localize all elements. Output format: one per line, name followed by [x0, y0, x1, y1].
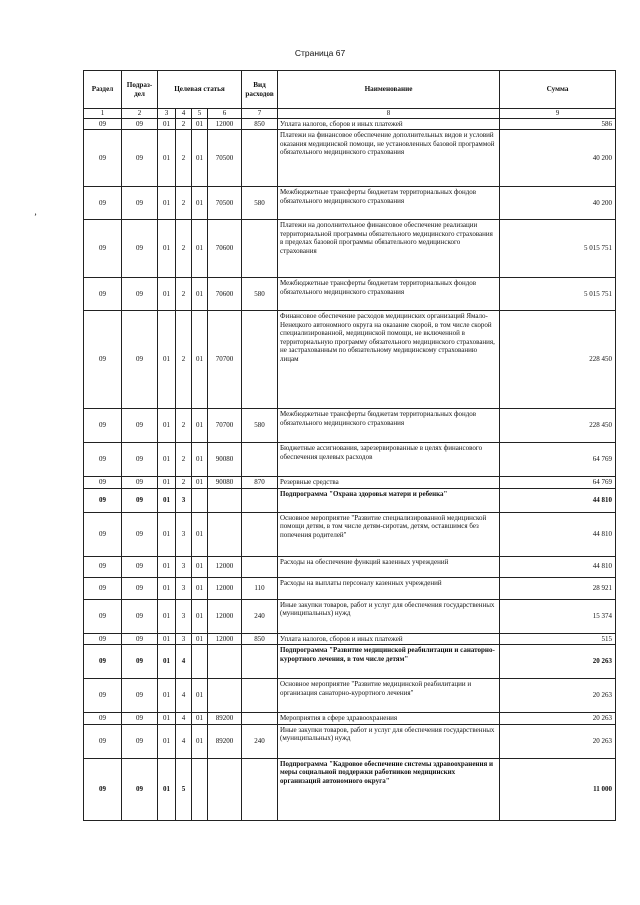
direction-code-cell: 12000 — [208, 633, 242, 645]
section-cell: 09 — [84, 645, 122, 679]
subsection-cell: 09 — [122, 633, 158, 645]
item-name-cell: Подпрограмма "Кадровое обеспечение системы здравоохранения и меры социальной поддержки работников медицинских организаций автономного округа" — [278, 758, 500, 820]
subprogram-code-cell: 2 — [176, 187, 192, 220]
expense-type-cell: 850 — [242, 118, 278, 130]
sum-cell: 5 015 751 — [500, 220, 616, 278]
program-code-cell: 01 — [158, 220, 176, 278]
program-code-cell: 01 — [158, 724, 176, 758]
event-code-cell — [192, 645, 208, 679]
sum-cell: 40 200 — [500, 130, 616, 187]
direction-code-cell — [208, 488, 242, 512]
subprogram-code-cell: 2 — [176, 443, 192, 477]
table-row — [84, 713, 616, 725]
item-name-cell: Основное мероприятие "Развитие медицинской реабилитации и организация санаторно-курортного лечения" — [278, 679, 500, 713]
program-code-cell: 01 — [158, 278, 176, 311]
section-cell: 09 — [84, 311, 122, 409]
direction-code-cell: 89200 — [208, 713, 242, 725]
direction-code-cell: 90080 — [208, 477, 242, 489]
program-code-cell: 01 — [158, 758, 176, 820]
table-row — [84, 278, 616, 311]
subsection-cell: 09 — [122, 724, 158, 758]
table-row — [84, 556, 616, 577]
subsection-cell: 09 — [122, 477, 158, 489]
direction-code-cell — [208, 679, 242, 713]
sum-cell: 64 769 — [500, 477, 616, 489]
subsection-cell: 09 — [122, 409, 158, 443]
item-name-cell: Иные закупки товаров, работ и услуг для обеспечения государственных (муниципальных) нужд — [278, 599, 500, 633]
subsection-cell: 09 — [122, 679, 158, 713]
subsection-cell: 09 — [122, 645, 158, 679]
section-cell: 09 — [84, 679, 122, 713]
expense-type-cell — [242, 758, 278, 820]
event-code-cell: 01 — [192, 577, 208, 599]
event-code-cell: 01 — [192, 187, 208, 220]
event-code-cell: 01 — [192, 409, 208, 443]
table-row — [84, 488, 616, 512]
program-code-cell: 01 — [158, 633, 176, 645]
subprogram-code-cell: 4 — [176, 724, 192, 758]
item-name-cell: Бюджетные ассигнования, зарезервированные в целях финансового обеспечения целевых расходов — [278, 443, 500, 477]
item-name-cell: Платежи на дополнительное финансовое обеспечение реализации территориальной программы обязательного медицинского страхования в пределах базовой программы обязательного медицинского страхования — [278, 220, 500, 278]
subprogram-code-cell: 3 — [176, 556, 192, 577]
col-number: 5 — [192, 109, 208, 119]
header-subsection: Подраз-дел — [122, 71, 158, 109]
item-name-cell: Расходы на выплаты персоналу казенных учреждений — [278, 577, 500, 599]
item-name-cell: Расходы на обеспечение функций казенных учреждений — [278, 556, 500, 577]
item-name-cell: Мероприятия в сфере здравоохранения — [278, 713, 500, 725]
subsection-cell: 09 — [122, 278, 158, 311]
item-name-cell: Иные закупки товаров, работ и услуг для обеспечения государственных (муниципальных) нужд — [278, 724, 500, 758]
col-number: 9 — [500, 109, 616, 119]
program-code-cell: 01 — [158, 556, 176, 577]
subprogram-code-cell: 4 — [176, 679, 192, 713]
event-code-cell: 01 — [192, 118, 208, 130]
table-row — [84, 633, 616, 645]
margin-mark: ʼ — [34, 212, 37, 222]
expense-type-cell: 240 — [242, 724, 278, 758]
table-row — [84, 724, 616, 758]
expense-type-cell — [242, 311, 278, 409]
expense-type-cell — [242, 556, 278, 577]
col-number: 2 — [122, 109, 158, 119]
item-name-cell: Межбюджетные трансферты бюджетам территориальных фондов обязательного медицинского страхования — [278, 409, 500, 443]
direction-code-cell: 89200 — [208, 724, 242, 758]
subsection-cell: 09 — [122, 577, 158, 599]
section-cell: 09 — [84, 118, 122, 130]
program-code-cell: 01 — [158, 187, 176, 220]
sum-cell: 40 200 — [500, 187, 616, 220]
sum-cell: 11 000 — [500, 758, 616, 820]
program-code-cell: 01 — [158, 577, 176, 599]
event-code-cell: 01 — [192, 556, 208, 577]
table-row — [84, 758, 616, 820]
sum-cell: 20 263 — [500, 645, 616, 679]
table-row — [84, 187, 616, 220]
table-row — [84, 645, 616, 679]
section-cell: 09 — [84, 577, 122, 599]
direction-code-cell: 70600 — [208, 278, 242, 311]
direction-code-cell — [208, 645, 242, 679]
item-name-cell: Уплата налогов, сборов и иных платежей — [278, 633, 500, 645]
subprogram-code-cell: 5 — [176, 758, 192, 820]
table-row — [84, 577, 616, 599]
subprogram-code-cell: 2 — [176, 220, 192, 278]
table-row — [84, 311, 616, 409]
expense-type-cell — [242, 645, 278, 679]
event-code-cell: 01 — [192, 679, 208, 713]
event-code-cell: 01 — [192, 130, 208, 187]
program-code-cell: 01 — [158, 118, 176, 130]
header-name: Наименование — [278, 71, 500, 109]
item-name-cell: Межбюджетные трансферты бюджетам территориальных фондов обязательного медицинского страхования — [278, 278, 500, 311]
section-cell: 09 — [84, 488, 122, 512]
subprogram-code-cell: 3 — [176, 633, 192, 645]
table-row — [84, 599, 616, 633]
subsection-cell: 09 — [122, 556, 158, 577]
event-code-cell: 01 — [192, 633, 208, 645]
subsection-cell: 09 — [122, 130, 158, 187]
direction-code-cell: 70500 — [208, 187, 242, 220]
subprogram-code-cell: 4 — [176, 645, 192, 679]
program-code-cell: 01 — [158, 512, 176, 556]
sum-cell: 228 450 — [500, 409, 616, 443]
direction-code-cell: 70700 — [208, 311, 242, 409]
subprogram-code-cell: 3 — [176, 599, 192, 633]
section-cell: 09 — [84, 409, 122, 443]
section-cell: 09 — [84, 556, 122, 577]
program-code-cell: 01 — [158, 477, 176, 489]
direction-code-cell: 70700 — [208, 409, 242, 443]
program-code-cell: 01 — [158, 409, 176, 443]
subprogram-code-cell: 3 — [176, 512, 192, 556]
col-number: 4 — [176, 109, 192, 119]
item-name-cell: Платежи на финансовое обеспечение дополнительных видов и условий оказания медицинской помощи, не установленных базовой программой обязательного медицинского страхования — [278, 130, 500, 187]
subsection-cell: 09 — [122, 118, 158, 130]
item-name-cell: Подпрограмма "Охрана здоровья матери и ребенка" — [278, 488, 500, 512]
event-code-cell: 01 — [192, 278, 208, 311]
program-code-cell: 01 — [158, 311, 176, 409]
expense-type-cell — [242, 443, 278, 477]
expense-type-cell: 580 — [242, 409, 278, 443]
expense-type-cell: 870 — [242, 477, 278, 489]
item-name-cell: Резервные средства — [278, 477, 500, 489]
section-cell: 09 — [84, 278, 122, 311]
sum-cell: 28 921 — [500, 577, 616, 599]
table-row — [84, 512, 616, 556]
direction-code-cell — [208, 758, 242, 820]
item-name-cell: Уплата налогов, сборов и иных платежей — [278, 118, 500, 130]
expense-type-cell: 110 — [242, 577, 278, 599]
direction-code-cell: 12000 — [208, 577, 242, 599]
sum-cell: 228 450 — [500, 311, 616, 409]
subsection-cell: 09 — [122, 488, 158, 512]
header-section: Раздел — [84, 71, 122, 109]
event-code-cell: 01 — [192, 599, 208, 633]
section-cell: 09 — [84, 512, 122, 556]
subprogram-code-cell: 2 — [176, 477, 192, 489]
program-code-cell: 01 — [158, 599, 176, 633]
section-cell: 09 — [84, 443, 122, 477]
event-code-cell: 01 — [192, 512, 208, 556]
expense-type-cell — [242, 130, 278, 187]
sum-cell: 586 — [500, 118, 616, 130]
program-code-cell: 01 — [158, 645, 176, 679]
table-row — [84, 409, 616, 443]
event-code-cell: 01 — [192, 724, 208, 758]
header-expense-type: Вид расходов — [242, 71, 278, 109]
budget-table — [83, 70, 616, 821]
expense-type-cell: 850 — [242, 633, 278, 645]
section-cell: 09 — [84, 477, 122, 489]
col-number: 7 — [242, 109, 278, 119]
section-cell: 09 — [84, 187, 122, 220]
col-number: 8 — [278, 109, 500, 119]
subprogram-code-cell: 3 — [176, 577, 192, 599]
event-code-cell: 01 — [192, 443, 208, 477]
event-code-cell: 01 — [192, 713, 208, 725]
direction-code-cell — [208, 512, 242, 556]
table-row — [84, 220, 616, 278]
program-code-cell: 01 — [158, 679, 176, 713]
col-number: 6 — [208, 109, 242, 119]
section-cell: 09 — [84, 599, 122, 633]
sum-cell: 5 015 751 — [500, 278, 616, 311]
sum-cell: 64 769 — [500, 443, 616, 477]
subsection-cell: 09 — [122, 311, 158, 409]
table-header-row — [84, 71, 616, 109]
subsection-cell: 09 — [122, 187, 158, 220]
expense-type-cell: 240 — [242, 599, 278, 633]
section-cell: 09 — [84, 130, 122, 187]
subprogram-code-cell: 2 — [176, 409, 192, 443]
subprogram-code-cell: 3 — [176, 488, 192, 512]
sum-cell: 515 — [500, 633, 616, 645]
col-number: 3 — [158, 109, 176, 119]
item-name-cell: Финансовое обеспечение расходов медицинских организаций Ямало-Ненецкого автономного округа на оказание скорой, в том числе скорой специализированной, медицинской помощи, не включенной в территориальную программу обязательного медицинского страхования, не застрахованным по обязательному медицинскому страхованию лицам — [278, 311, 500, 409]
subprogram-code-cell: 2 — [176, 130, 192, 187]
event-code-cell — [192, 758, 208, 820]
item-name-cell: Подпрограмма "Развитие медицинской реабилитации и санаторно-курортного лечения, в том числе детям" — [278, 645, 500, 679]
subsection-cell: 09 — [122, 599, 158, 633]
direction-code-cell: 12000 — [208, 118, 242, 130]
event-code-cell — [192, 488, 208, 512]
sum-cell: 20 263 — [500, 713, 616, 725]
event-code-cell: 01 — [192, 311, 208, 409]
table-row — [84, 679, 616, 713]
direction-code-cell: 90080 — [208, 443, 242, 477]
subsection-cell: 09 — [122, 713, 158, 725]
subprogram-code-cell: 2 — [176, 118, 192, 130]
expense-type-cell — [242, 713, 278, 725]
direction-code-cell: 12000 — [208, 556, 242, 577]
subprogram-code-cell: 4 — [176, 713, 192, 725]
subprogram-code-cell: 2 — [176, 278, 192, 311]
program-code-cell: 01 — [158, 443, 176, 477]
section-cell: 09 — [84, 713, 122, 725]
col-number: 1 — [84, 109, 122, 119]
page-number: Страница 67 — [294, 48, 346, 58]
section-cell: 09 — [84, 220, 122, 278]
table-row — [84, 477, 616, 489]
header-sum: Сумма — [500, 71, 616, 109]
expense-type-cell — [242, 220, 278, 278]
event-code-cell: 01 — [192, 220, 208, 278]
expense-type-cell — [242, 488, 278, 512]
subsection-cell: 09 — [122, 512, 158, 556]
expense-type-cell — [242, 512, 278, 556]
section-cell: 09 — [84, 758, 122, 820]
sum-cell: 15 374 — [500, 599, 616, 633]
direction-code-cell: 70500 — [208, 130, 242, 187]
expense-type-cell: 580 — [242, 278, 278, 311]
table-row — [84, 118, 616, 130]
event-code-cell: 01 — [192, 477, 208, 489]
direction-code-cell: 70600 — [208, 220, 242, 278]
sum-cell: 44 810 — [500, 556, 616, 577]
subprogram-code-cell: 2 — [176, 311, 192, 409]
header-target-article: Целевая статья — [158, 71, 242, 109]
sum-cell: 20 263 — [500, 679, 616, 713]
expense-type-cell: 580 — [242, 187, 278, 220]
subsection-cell: 09 — [122, 758, 158, 820]
direction-code-cell: 12000 — [208, 599, 242, 633]
subsection-cell: 09 — [122, 443, 158, 477]
section-cell: 09 — [84, 633, 122, 645]
item-name-cell: Основное мероприятие "Развитие специализированной медицинской помощи детям, в том числе детям-сиротам, детям, оставшимся без попечения родителей" — [278, 512, 500, 556]
table-row — [84, 443, 616, 477]
expense-type-cell — [242, 679, 278, 713]
program-code-cell: 01 — [158, 488, 176, 512]
sum-cell: 44 810 — [500, 488, 616, 512]
table-row — [84, 130, 616, 187]
program-code-cell: 01 — [158, 130, 176, 187]
subsection-cell: 09 — [122, 220, 158, 278]
program-code-cell: 01 — [158, 713, 176, 725]
item-name-cell: Межбюджетные трансферты бюджетам территориальных фондов обязательного медицинского страхования — [278, 187, 500, 220]
section-cell: 09 — [84, 724, 122, 758]
column-number-row — [84, 109, 616, 119]
sum-cell: 20 263 — [500, 724, 616, 758]
sum-cell: 44 810 — [500, 512, 616, 556]
